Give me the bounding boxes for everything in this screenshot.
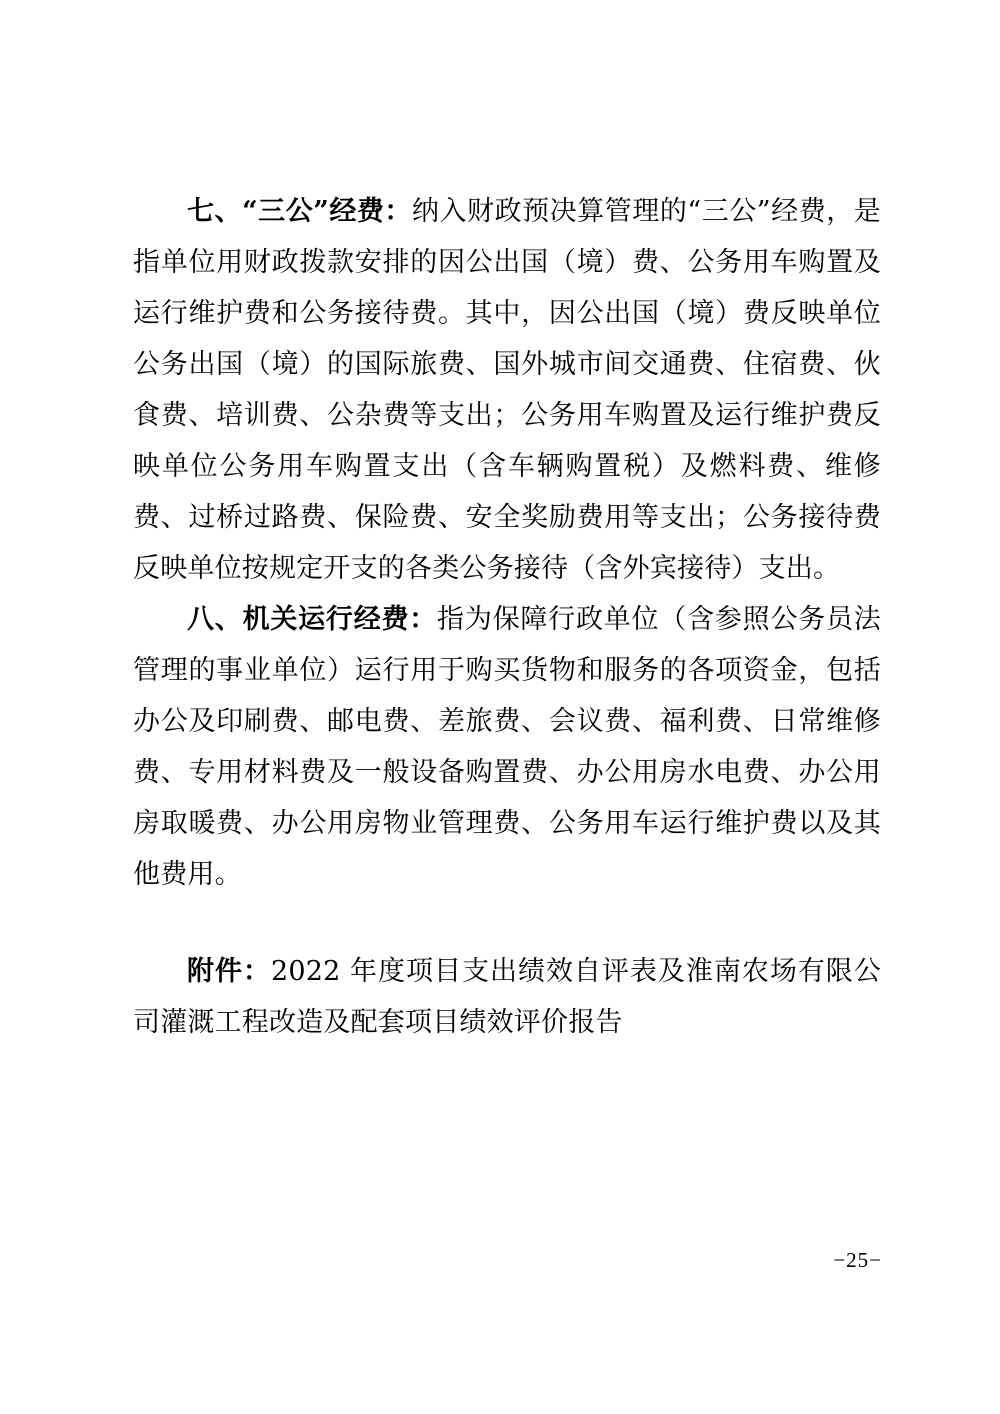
paragraph-lead: 附件：	[187, 956, 271, 987]
paragraph-body: 指为保障行政单位（含参照公务员法管理的事业单位）运行用于购买货物和服务的各项资金，包括办公及印刷费、邮电费、差旅费、会议费、福利费、日常维修费、专用材料费及一般设备购置费、办公用房水电费、办公用房取暖费、办公用房物业管理费、公务用车运行维护费以及其他费用。	[133, 604, 881, 890]
paragraph-body: 2022 年度项目支出绩效自评表及淮南农场有限公司灌溉工程改造及配套项目绩效评价报告	[133, 956, 881, 1038]
paragraph-lead: 八、机关运行经费：	[187, 604, 438, 635]
paragraph-agency-operating-funds	[133, 594, 881, 900]
paragraph-body: 纳入财政预决算管理的“三公”经费，是指单位用财政拨款安排的因公出国（境）费、公务用车购置及运行维护费和公务接待费。其中，因公出国（境）费反映单位公务出国（境）的国际旅费、国外城市间交通费、住宿费、伙食费、培训费、公杂费等支出；公务用车购置及运行维护费反映单位公务用车购置支出（含车辆购置税）及燃料费、维修费、过桥过路费、保险费、安全奖励费用等支出；公务接待费反映单位按规定开支的各类公务接待（含外宾接待）支出。	[133, 196, 881, 584]
paragraph-attachment	[133, 946, 881, 1048]
document-body	[133, 186, 881, 1048]
page-number: −25−	[833, 1248, 882, 1272]
paragraph-lead: 七、“三公”经费：	[187, 196, 412, 227]
paragraph-sangong-funds	[133, 186, 881, 594]
